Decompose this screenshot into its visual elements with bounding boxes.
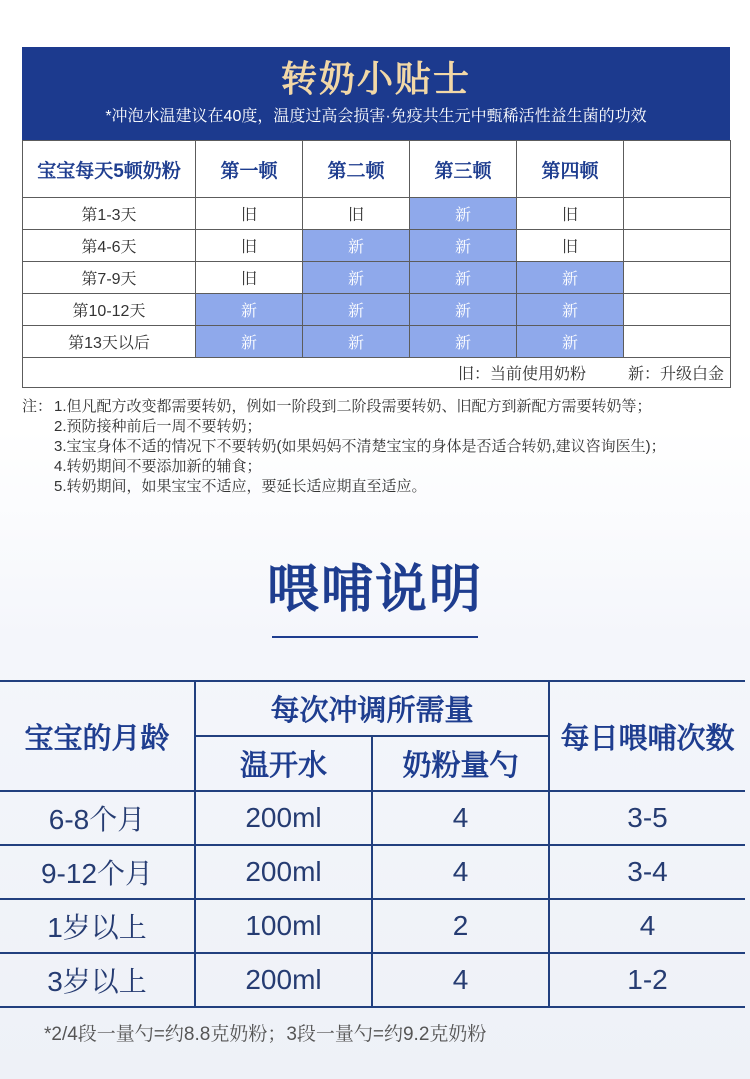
age-cell: 9-12个月	[0, 845, 195, 899]
meal-cell: 新	[410, 198, 517, 230]
meal-cell: 旧	[196, 262, 303, 294]
table-header-row	[23, 141, 731, 198]
meal-cell: 新	[517, 262, 624, 294]
day-range-label: 第4-6天	[23, 230, 196, 262]
tips-title: 转奶小贴士	[280, 58, 471, 99]
blank-cell	[624, 294, 731, 326]
tips-banner	[22, 47, 730, 140]
blank-cell	[624, 262, 731, 294]
note-item: 4.转奶期间不要添加新的辅食；	[54, 458, 262, 475]
meal-cell: 新	[303, 262, 410, 294]
meal-cell: 新	[410, 326, 517, 358]
times-cell: 3-5	[549, 791, 745, 845]
notes-list	[54, 397, 666, 497]
meal-cell: 旧	[303, 198, 410, 230]
blank-cell	[624, 230, 731, 262]
times-cell: 1-2	[549, 953, 745, 1007]
meal-cell: 新	[410, 262, 517, 294]
meal-cell: 新	[410, 294, 517, 326]
meal-cell: 新	[196, 326, 303, 358]
scoop-footnote: *2/4段一量勺=约8.8克奶粉；3段一量勺=约9.2克奶粉	[44, 1024, 487, 1045]
meal-cell: 旧	[196, 230, 303, 262]
notes	[22, 397, 734, 497]
times-cell: 4	[549, 899, 745, 953]
feeding-title: 喂哺说明	[266, 561, 483, 619]
meal-cell: 旧	[517, 198, 624, 230]
table-row	[23, 326, 731, 358]
water-cell: 200ml	[195, 845, 372, 899]
table-row	[0, 845, 745, 899]
meal-cell: 新	[410, 230, 517, 262]
legend-row	[23, 358, 731, 388]
day-range-label: 第10-12天	[23, 294, 196, 326]
day-range-label: 第7-9天	[23, 262, 196, 294]
age-cell: 1岁以上	[0, 899, 195, 953]
meal-cell: 新	[303, 230, 410, 262]
meal-header: 第四顿	[517, 141, 624, 198]
scoops-cell: 4	[372, 845, 549, 899]
blank-cell	[624, 326, 731, 358]
meal-cell: 新	[517, 326, 624, 358]
scoops-cell: 4	[372, 953, 549, 1007]
meal-cell: 旧	[517, 230, 624, 262]
amount-group-header: 每次冲调所需量	[195, 681, 549, 736]
legend-new: 新：升级白金	[627, 366, 724, 383]
day-range-label: 第13天以后	[23, 326, 196, 358]
note-item: 1.但凡配方改变都需要转奶，例如一阶段到二阶段需要转奶、旧配方到新配方需要转奶等；	[54, 398, 652, 415]
times-cell: 3-4	[549, 845, 745, 899]
meal-cell: 新	[303, 326, 410, 358]
table-row	[0, 791, 745, 845]
age-cell: 3岁以上	[0, 953, 195, 1007]
blank-cell	[624, 198, 731, 230]
table-row	[23, 230, 731, 262]
tips-subtitle: *冲泡水温建议在40度，温度过高会损害·免疫共生元中甄稀活性益生菌的功效	[105, 108, 647, 125]
times-per-day-header: 每日喂哺次数	[549, 681, 745, 791]
corner-header: 宝宝每天5顿奶粉	[23, 141, 196, 198]
scoops-cell: 4	[372, 791, 549, 845]
meal-header: 第三顿	[410, 141, 517, 198]
legend-old: 旧：当前使用奶粉	[457, 366, 586, 383]
switch-schedule-table	[22, 140, 731, 388]
table-row	[0, 953, 745, 1007]
title-underline	[272, 636, 478, 638]
age-header: 宝宝的月龄	[0, 681, 195, 791]
water-header: 温开水	[195, 736, 372, 791]
meal-header: 第一顿	[196, 141, 303, 198]
feeding-table	[0, 680, 745, 1008]
legend-cell	[23, 358, 731, 388]
water-cell: 200ml	[195, 791, 372, 845]
table-row	[0, 899, 745, 953]
meal-header: 第二顿	[303, 141, 410, 198]
meal-cell: 新	[303, 294, 410, 326]
blank-header-cell	[624, 141, 731, 198]
table-row	[23, 294, 731, 326]
meal-cell: 旧	[196, 198, 303, 230]
meal-cell: 新	[196, 294, 303, 326]
table-row	[23, 262, 731, 294]
scoops-header: 奶粉量勺	[372, 736, 549, 791]
day-range-label: 第1-3天	[23, 198, 196, 230]
meal-cell: 新	[517, 294, 624, 326]
table-header-row	[0, 681, 745, 736]
water-cell: 200ml	[195, 953, 372, 1007]
note-item: 2.预防接种前后一周不要转奶；	[54, 418, 262, 435]
water-cell: 100ml	[195, 899, 372, 953]
table-row	[23, 198, 731, 230]
note-item: 3.宝宝身体不适的情况下不要转奶(如果妈妈不清楚宝宝的身体是否适合转奶,建议咨询医生)；	[54, 438, 666, 455]
notes-label: 注：	[22, 398, 53, 415]
note-item: 5.转奶期间，如果宝宝不适应，要延长适应期直至适应。	[54, 478, 427, 495]
age-cell: 6-8个月	[0, 791, 195, 845]
scoops-cell: 2	[372, 899, 549, 953]
